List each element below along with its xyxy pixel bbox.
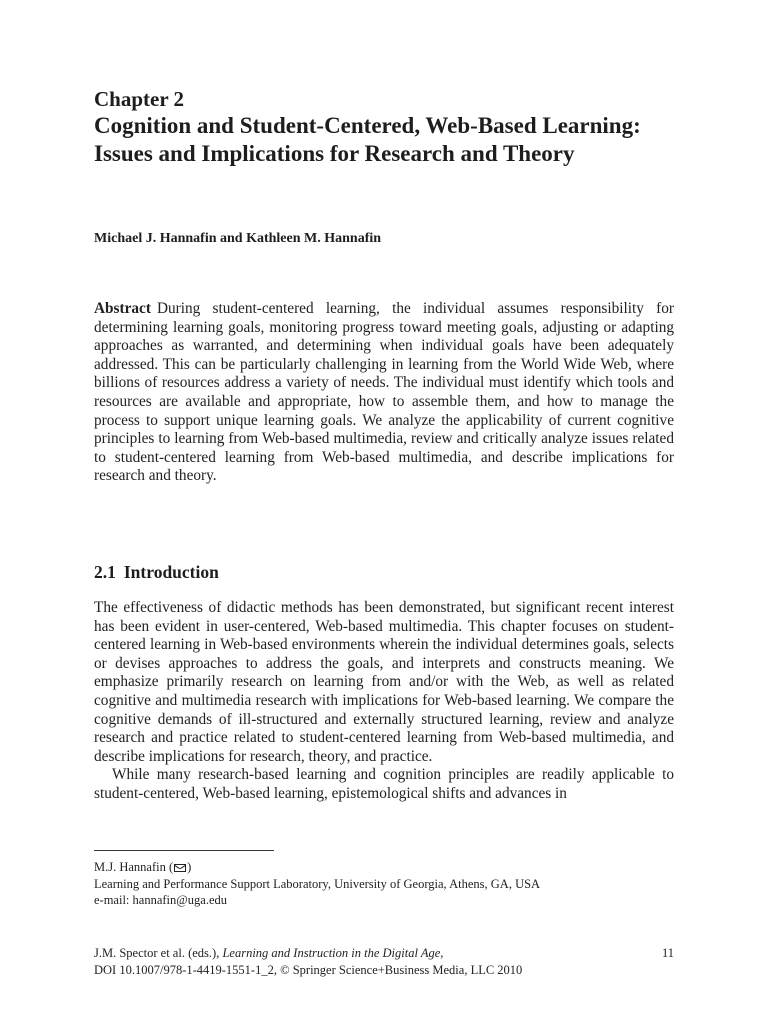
footnote-author: M.J. Hannafin ( (94, 860, 174, 874)
chapter-label: Chapter 2 (94, 87, 185, 111)
citation (94, 945, 674, 978)
citation-comma: , (440, 946, 444, 960)
chapter-title: Cognition and Student-Centered, Web-Based Learning: Issues and Implications for Research and Theory (94, 113, 641, 166)
section-body (94, 599, 674, 804)
citation-doi: DOI 10.1007/978-1-4419-1551-1_2, © Springer Science+Business Media, LLC 2010 (94, 962, 523, 977)
section-title: Introduction (123, 562, 219, 582)
section-heading (94, 561, 219, 583)
footnote-email: e-mail: hannafin@uga.edu (94, 893, 227, 908)
section-number: 2.1 (94, 562, 116, 582)
footnote (94, 859, 674, 909)
envelope-icon (174, 864, 186, 872)
citation-line (94, 945, 674, 962)
citation-editors: J.M. Spector et al. (eds.), (94, 946, 223, 960)
abstract-label: Abstract (94, 300, 151, 317)
footnote-divider (94, 850, 274, 851)
author-names: Michael J. Hannafin and Kathleen M. Hannafin (94, 231, 382, 246)
abstract (94, 300, 674, 486)
body-paragraph: While many research-based learning and cognition principles are readily applicable to student-centered, Web-based learning, epistemological shifts and advances in (94, 766, 674, 802)
footnote-author-close: ) (187, 860, 192, 874)
citation-book-title: Learning and Instruction in the Digital Age (222, 946, 441, 960)
page-number: 11 (661, 946, 674, 960)
abstract-text: During student-centered learning, the individual assumes responsibility for determining learning goals, monitoring progress toward meeting goals, adjusting or adapting approaches as warranted, and determining when individual goals have been adequately addressed. This can be particularly challenging in learning from the World Wide Web, where billions of resources address a variety of needs. The individual must identify which tools and resources are available and appropriate, how to assemble them, and how to manage the process to support unique learning goals. We analyze the applicability of current cognitive principles to learning from Web-based multimedia, review and critically analyze issues related to student-centered learning from Web-based multimedia, and describe implications for research and theory. (94, 300, 674, 485)
footnote-author-line (94, 859, 674, 876)
footnote-affiliation: Learning and Performance Support Laboratory, University of Georgia, Athens, GA, USA (94, 876, 541, 891)
body-paragraph: The effectiveness of didactic methods has been demonstrated, but significant recent interest has been evident in user-centered, Web-based multimedia. This chapter focuses on student-centered learning in Web-based environments wherein the individual determines goals, selects or devises approaches to address the goals, and interprets and constructs meaning. We emphasize primarily research on learning from and/or with the Web, as well as related cognitive and multimedia research with implications for Web-based learning. We compare the cognitive demands of ill-structured and externally structured learning, review and analyze research and practice related to student-centered learning from Web-based multimedia, and describe implications for research, theory, and practice. (94, 599, 674, 765)
